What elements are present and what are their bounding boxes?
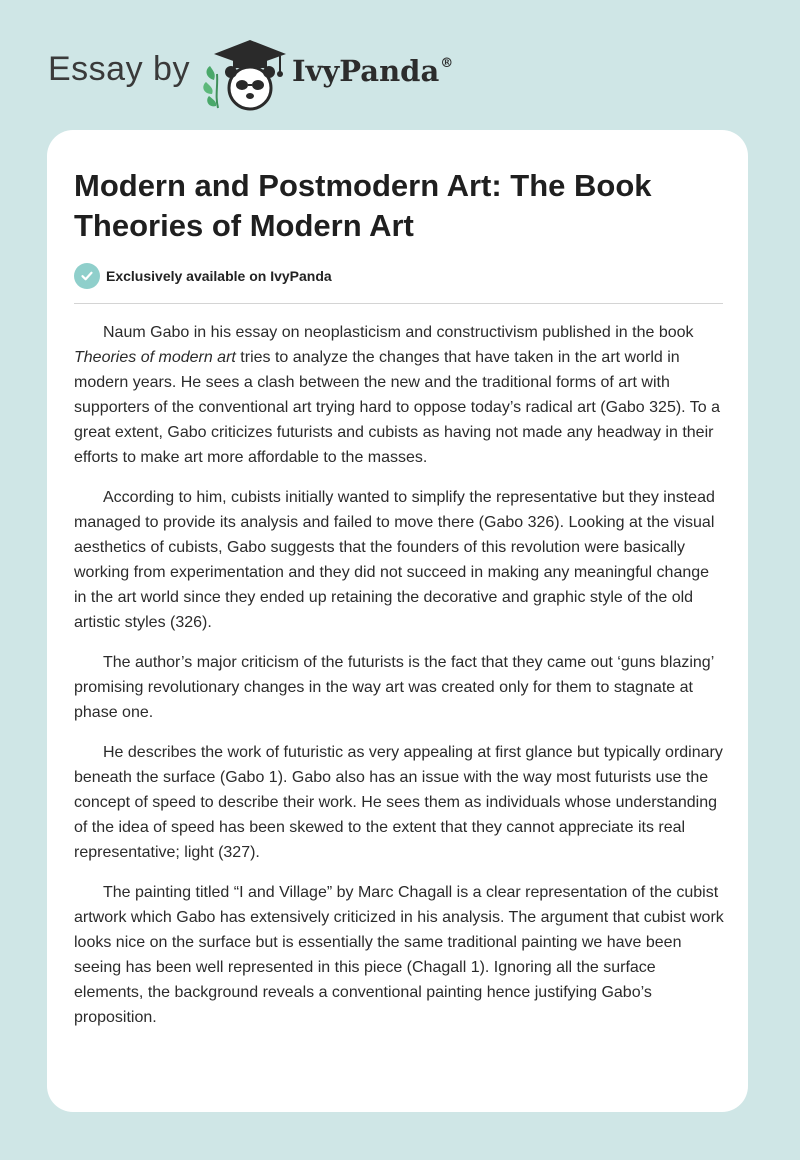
paragraph: The painting titled “I and Village” by Marc Chagall is a clear representation of the cubist artwork which Gabo has extensively criticized in his analysis. The argument that cubist work looks nice on the surface but is essentially the same traditional painting we have been seeing has been well represented in this piece (Chagall 1). Ignoring all the surface elements, the background reveals a conventional painting hence justifying Gabo’s proposition.	[74, 884, 724, 1026]
paragraph: Naum Gabo in his essay on neoplasticism and constructivism published in the book Theories of modern art tries to analyze the changes that have taken in the art world in modern years. He sees a clash between the new and the traditional forms of art with supporters of the conventional art trying hard to oppose today’s radical art (Gabo 325). To a great extent, Gabo criticizes futurists and cubists as having not made any headway in their efforts to make art more affordable to the masses.	[74, 324, 721, 466]
site-header	[48, 34, 508, 114]
book-title: Theories of modern art	[74, 349, 236, 366]
page-title: Modern and Postmodern Art: The Book Theories of Modern Art	[74, 168, 652, 243]
exclusive-badge	[74, 263, 332, 289]
divider	[74, 303, 723, 304]
ivypanda-logo-icon[interactable]	[200, 34, 290, 114]
brand-name[interactable]: IvyPanda®	[292, 54, 454, 88]
checkmark-icon	[74, 263, 100, 289]
essay-body	[74, 320, 724, 1045]
exclusive-badge-label: Exclusively available on IvyPanda	[106, 268, 332, 284]
paragraph: The author’s major criticism of the futurists is the fact that they came out ‘guns blazing’ promising revolutionary changes in the way art was created only for them to stagnate at phase one.	[74, 654, 714, 721]
paragraph: According to him, cubists initially wanted to simplify the representative but they instead managed to provide its analysis and failed to move there (Gabo 326). Looking at the visual aesthetics of cubists, Gabo suggests that the founders of this revolution were basically working from experimentation and they did not succeed in making any meaningful change in the art world since they ended up retaining the decorative and graphic style of the old artistic styles (326).	[74, 489, 715, 631]
paragraph: He describes the work of futuristic as very appealing at first glance but typically ordinary beneath the surface (Gabo 1). Gabo also has an issue with the way most futurists use the concept of speed to describe their work. He sees them as individuals whose understanding of the idea of speed has been skewed to the extent that they cannot appreciate its real representative; light (327).	[74, 744, 723, 861]
essay-card	[47, 130, 748, 1112]
essay-by-label: Essay by	[48, 50, 190, 88]
